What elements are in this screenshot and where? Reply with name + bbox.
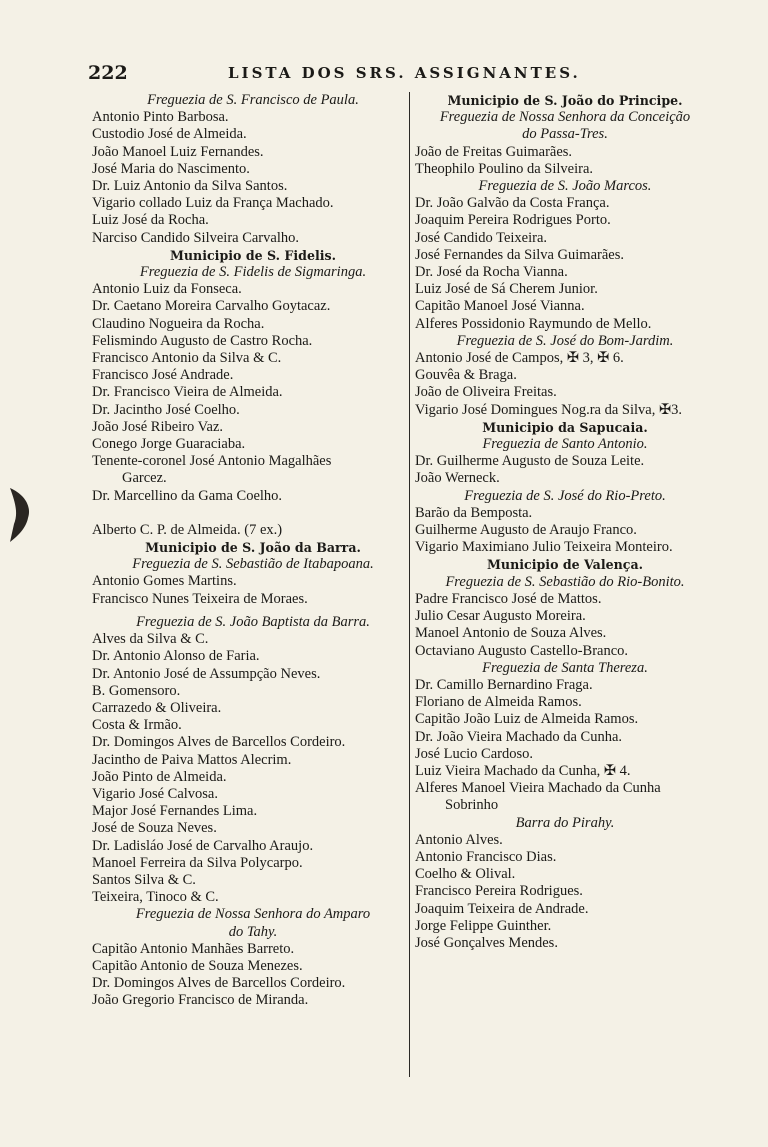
left-subscriber-entry: Dr. Francisco Vieira de Almeida. bbox=[92, 384, 283, 401]
right-subscriber-entry: Octaviano Augusto Castello-Branco. bbox=[415, 642, 629, 659]
left-subscriber-entry: B. Gomensoro. bbox=[92, 682, 181, 699]
left-subscriber-entry: Felismindo Augusto de Castro Rocha. bbox=[92, 332, 313, 349]
right-subscriber-entry: José Candido Teixeira. bbox=[415, 229, 548, 246]
right-subscriber-entry: Barão da Bemposta. bbox=[415, 504, 533, 521]
left-subscriber-entry: Carrazedo & Oliveira. bbox=[92, 699, 222, 716]
left-parish-heading: do Tahy. bbox=[228, 923, 278, 940]
left-subscriber-continuation: Garcez. bbox=[122, 470, 167, 487]
right-subscriber-entry: Dr. José da Rocha Vianna. bbox=[415, 264, 568, 281]
right-subscriber-continuation: Sobrinho bbox=[445, 797, 499, 814]
left-subscriber-entry: Manoel Ferreira da Silva Polycarpo. bbox=[92, 854, 303, 871]
left-column bbox=[92, 92, 414, 1010]
left-subscriber-entry: Antonio Luiz da Fonseca. bbox=[92, 281, 242, 298]
left-subscriber-entry: Vigario José Calvosa. bbox=[92, 785, 218, 802]
right-subscriber-entry: João Werneck. bbox=[415, 470, 500, 487]
page-number: 222 bbox=[88, 62, 128, 84]
left-subscriber-entry: José Maria do Nascimento. bbox=[92, 160, 250, 177]
column-divider bbox=[409, 92, 410, 1077]
left-subscriber-entry: Custodio José de Almeida. bbox=[92, 126, 247, 143]
right-subscriber-entry: Dr. João Galvão da Costa França. bbox=[415, 195, 610, 212]
left-parish-heading: Freguezia de S. Fidelis de Sigmaringa. bbox=[139, 264, 367, 281]
right-subscriber-entry: Luiz José de Sá Cherem Junior. bbox=[415, 281, 598, 298]
right-subscriber-entry: Coelho & Olival. bbox=[415, 866, 516, 883]
left-subscriber-entry: Capitão Antonio Manhães Barreto. bbox=[92, 940, 295, 957]
right-subscriber-entry: Luiz Vieira Machado da Cunha, ✠ 4. bbox=[415, 762, 631, 779]
left-subscriber-entry: Dr. Caetano Moreira Carvalho Goytacaz. bbox=[92, 298, 331, 315]
right-municipio-heading: Municipio da Sapucaia. bbox=[482, 419, 648, 435]
left-subscriber-entry: João José Ribeiro Vaz. bbox=[92, 418, 224, 435]
right-subscriber-entry: Joaquim Teixeira de Andrade. bbox=[415, 900, 589, 917]
binding-mark bbox=[6, 484, 36, 546]
left-subscriber-entry: Francisco Nunes Teixeira de Moraes. bbox=[92, 590, 308, 607]
right-parish-heading: Freguezia de S. José do Bom-Jardim. bbox=[456, 332, 674, 349]
left-spacer bbox=[92, 505, 414, 522]
right-subscriber-entry: Antonio José de Campos, ✠ 3, ✠ 6. bbox=[415, 350, 624, 367]
left-subscriber-entry: Dr. Antonio José de Assumpção Neves. bbox=[92, 665, 321, 682]
right-municipio-heading: Municipio de Valença. bbox=[486, 557, 643, 573]
right-subscriber-entry: Gouvêa & Braga. bbox=[415, 367, 517, 384]
right-parish-heading: Freguezia de S. José do Rio-Preto. bbox=[464, 487, 666, 504]
left-subscriber-entry: Teixeira, Tinoco & C. bbox=[92, 889, 219, 906]
left-subscriber-entry: João Pinto de Almeida. bbox=[92, 768, 227, 785]
right-subscriber-entry: Padre Francisco José de Mattos. bbox=[415, 590, 602, 607]
left-subscriber-entry: Dr. Antonio Alonso de Faria. bbox=[92, 648, 260, 665]
left-subscriber-entry: Alberto C. P. de Almeida. (7 ex.) bbox=[92, 521, 283, 538]
left-subscriber-entry: Costa & Irmão. bbox=[92, 717, 182, 734]
left-subscriber-entry: José de Souza Neves. bbox=[92, 820, 217, 837]
right-municipio-heading: Municipio de S. João do Principe. bbox=[447, 93, 683, 108]
left-municipio-heading: Municipio de S. João da Barra. bbox=[145, 540, 361, 556]
right-parish-heading: Freguezia de S. Sebastião do Rio-Bonito. bbox=[445, 573, 685, 590]
right-subscriber-entry: Capitão Manoel José Vianna. bbox=[415, 298, 585, 315]
page-header bbox=[88, 62, 728, 88]
left-subscriber-entry: Narciso Candido Silveira Carvalho. bbox=[92, 229, 299, 246]
right-subscriber-entry: Joaquim Pereira Rodrigues Porto. bbox=[415, 212, 611, 229]
right-subscriber-entry: Dr. Guilherme Augusto de Souza Leite. bbox=[415, 453, 645, 470]
right-subscriber-entry: João de Freitas Guimarães. bbox=[415, 143, 573, 160]
left-parish-heading: Freguezia de S. João Baptista da Barra. bbox=[136, 613, 370, 630]
left-subscriber-entry: Alves da Silva & C. bbox=[92, 631, 209, 648]
left-subscriber-entry: João Gregorio Francisco de Miranda. bbox=[92, 992, 309, 1009]
left-parish-heading: Freguezia de Nossa Senhora do Amparo bbox=[135, 906, 371, 923]
right-subscriber-entry: Julio Cesar Augusto Moreira. bbox=[415, 608, 586, 625]
right-parish-heading: do Passa-Tres. bbox=[522, 126, 608, 143]
right-subscriber-entry: Guilherme Augusto de Araujo Franco. bbox=[415, 522, 637, 539]
left-subscriber-entry: Dr. Domingos Alves de Barcellos Cordeiro. bbox=[92, 734, 346, 751]
right-subscriber-entry: Dr. Camillo Bernardino Fraga. bbox=[415, 676, 593, 693]
right-subscriber-entry: José Lucio Cardoso. bbox=[415, 745, 533, 762]
left-subscriber-entry: Dr. Ladisláo José de Carvalho Araujo. bbox=[92, 837, 314, 854]
right-subscriber-entry: Capitão João Luiz de Almeida Ramos. bbox=[415, 711, 639, 728]
right-subscriber-entry: Vigario José Domingues Nog.ra da Silva, ✠3. bbox=[415, 401, 683, 418]
right-subscriber-entry: Antonio Francisco Dias. bbox=[415, 848, 557, 865]
right-subscriber-entry: Antonio Alves. bbox=[415, 831, 503, 848]
right-parish-heading: Freguezia de S. João Marcos. bbox=[478, 178, 652, 195]
left-subscriber-entry: Francisco Antonio da Silva & C. bbox=[92, 350, 282, 367]
left-subscriber-entry: Santos Silva & C. bbox=[92, 871, 196, 888]
right-subscriber-entry: Jorge Felippe Guinther. bbox=[415, 917, 552, 934]
left-parish-heading: Freguezia de S. Francisco de Paula. bbox=[147, 92, 359, 108]
right-subscriber-entry: João de Oliveira Freitas. bbox=[415, 384, 557, 401]
left-subscriber-entry: João Manoel Luiz Fernandes. bbox=[92, 143, 264, 160]
left-subscriber-entry: Claudino Nogueira da Rocha. bbox=[92, 315, 265, 332]
right-subscriber-entry: Dr. João Vieira Machado da Cunha. bbox=[415, 728, 623, 745]
right-column bbox=[415, 92, 715, 952]
right-parish-heading: Freguezia de Nossa Senhora da Conceição bbox=[439, 109, 691, 126]
left-municipio-heading: Municipio de S. Fidelis. bbox=[169, 247, 337, 263]
left-subscriber-entry: Vigario collado Luiz da França Machado. bbox=[92, 195, 334, 212]
left-subscriber-entry: Antonio Gomes Martins. bbox=[92, 573, 237, 590]
right-subscriber-entry: Vigario Maximiano Julio Teixeira Monteiro. bbox=[415, 539, 673, 556]
right-subscriber-entry: José Gonçalves Mendes. bbox=[415, 934, 558, 951]
right-subscriber-entry: José Fernandes da Silva Guimarães. bbox=[415, 246, 624, 263]
right-parish-heading: Freguezia de Santo Antonio. bbox=[482, 436, 648, 453]
left-subscriber-entry: Luiz José da Rocha. bbox=[92, 212, 209, 229]
left-subscriber-entry: Antonio Pinto Barbosa. bbox=[92, 109, 229, 126]
left-subscriber-entry: Major José Fernandes Lima. bbox=[92, 803, 258, 820]
right-subscriber-entry: Theophilo Poulino da Silveira. bbox=[415, 160, 594, 177]
right-subscriber-entry: Francisco Pereira Rodrigues. bbox=[415, 883, 583, 900]
page-title: LISTA DOS SRS. ASSIGNANTES. bbox=[228, 64, 581, 82]
left-subscriber-entry: Tenente-coronel José Antonio Magalhães bbox=[92, 453, 332, 470]
left-subscriber-entry: Dr. Domingos Alves de Barcellos Cordeiro. bbox=[92, 975, 346, 992]
left-subscriber-entry: Dr. Luiz Antonio da Silva Santos. bbox=[92, 178, 288, 195]
left-subscriber-entry: Jacintho de Paiva Mattos Alecrim. bbox=[92, 751, 292, 768]
left-subscriber-entry: Dr. Jacintho José Coelho. bbox=[92, 401, 240, 418]
left-subscriber-entry: Conego Jorge Guaraciaba. bbox=[92, 436, 246, 453]
left-subscriber-entry: Capitão Antonio de Souza Menezes. bbox=[92, 957, 303, 974]
right-parish-heading: Freguezia de Santa Thereza. bbox=[482, 659, 648, 676]
right-parish-heading: Barra do Pirahy. bbox=[515, 814, 615, 831]
left-subscriber-entry: Francisco José Andrade. bbox=[92, 367, 234, 384]
right-subscriber-entry: Manoel Antonio de Souza Alves. bbox=[415, 625, 607, 642]
left-subscriber-entry: Dr. Marcellino da Gama Coelho. bbox=[92, 487, 283, 504]
right-subscriber-entry: Alferes Manoel Vieira Machado da Cunha bbox=[415, 780, 661, 797]
right-subscriber-entry: Floriano de Almeida Ramos. bbox=[415, 694, 582, 711]
right-subscriber-entry: Alferes Possidonio Raymundo de Mello. bbox=[415, 315, 652, 332]
left-parish-heading: Freguezia de S. Sebastião de Itabapoana. bbox=[132, 556, 374, 573]
